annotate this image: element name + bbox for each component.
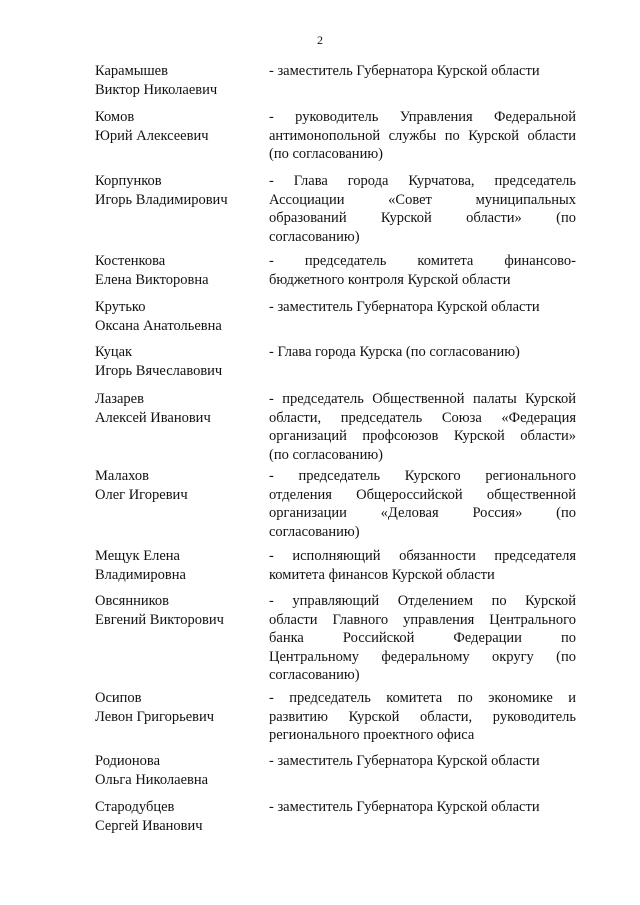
- member-surname: Комов: [95, 109, 135, 125]
- member-position: [269, 390, 576, 464]
- member-given-names: Сергей Иванович: [95, 817, 203, 834]
- position-line: - председатель Курского регионального: [269, 468, 576, 484]
- member-name: [95, 62, 265, 99]
- member-given-names: Ольга Николаевна: [95, 771, 209, 788]
- position-line: - управляющий Отделением по Курской: [269, 593, 576, 609]
- member-name: [95, 252, 265, 289]
- member-surname: Корпунков: [95, 173, 162, 189]
- member-given-names: Евгений Викторович: [95, 611, 224, 628]
- member-surname: Родионова: [95, 753, 161, 769]
- position-line: согласованию): [269, 667, 360, 683]
- member-position: [269, 108, 576, 164]
- member-given-names: Юрий Алексеевич: [95, 127, 209, 144]
- position-line: согласованию): [269, 523, 360, 540]
- member-position: [269, 343, 576, 362]
- member-given-names: Алексей Иванович: [95, 409, 211, 426]
- member-given-names: Игорь Владимирович: [95, 191, 228, 208]
- member-position: [269, 467, 576, 541]
- member-name: [95, 689, 265, 726]
- position-line: области Главного управления Центрального: [269, 611, 576, 628]
- member-name: [95, 798, 265, 835]
- member-surname: Осипов: [95, 690, 142, 706]
- member-position: [269, 752, 576, 771]
- position-line: Ассоциации «Совет муниципальных: [269, 191, 576, 208]
- member-position: [269, 62, 576, 81]
- position-line: согласованию): [269, 228, 360, 245]
- member-name: [95, 298, 265, 335]
- position-line: Центральному федеральному округу (по: [269, 648, 576, 665]
- member-name: [95, 752, 265, 789]
- member-given-names: Игорь Вячеславович: [95, 362, 223, 379]
- member-position: [269, 689, 576, 745]
- position-line: антимонопольной службы по Курской области: [269, 127, 576, 144]
- position-line: - заместитель Губернатора Курской области: [269, 753, 540, 769]
- member-name: [95, 108, 265, 145]
- member-given-names: Елена Викторовна: [95, 271, 209, 288]
- position-line: - председатель Общественной палаты Курской: [269, 391, 576, 407]
- position-line: комитета финансов Курской области: [269, 566, 495, 583]
- member-name: [95, 592, 265, 629]
- member-position: [269, 547, 576, 584]
- member-surname: Мещук Елена: [95, 548, 180, 564]
- member-surname: Карамышев: [95, 63, 168, 79]
- position-line: организаций профсоюзов Курской области»: [269, 428, 576, 444]
- position-line: - председатель комитета по экономике и: [269, 690, 576, 706]
- member-name: [95, 390, 265, 427]
- position-line: - заместитель Губернатора Курской области: [269, 299, 540, 315]
- member-position: [269, 592, 576, 685]
- member-surname: Малахов: [95, 468, 149, 484]
- member-surname: Куцак: [95, 344, 133, 360]
- member-position: [269, 298, 576, 317]
- position-line: - Глава города Курчатова, председатель: [269, 173, 576, 189]
- page-number: 2: [317, 33, 323, 47]
- position-line: бюджетного контроля Курской области: [269, 271, 511, 288]
- position-line: области, председатель Союза «Федерация: [269, 409, 576, 426]
- position-line: - руководитель Управления Федеральной: [269, 109, 576, 125]
- position-line: - исполняющий обязанности председателя: [269, 548, 576, 564]
- member-surname: Лазарев: [95, 391, 144, 407]
- member-position: [269, 798, 576, 817]
- position-line: регионального проектного офиса: [269, 727, 475, 743]
- member-name: [95, 547, 265, 584]
- member-position: [269, 172, 576, 246]
- position-line: - заместитель Губернатора Курской области: [269, 63, 540, 79]
- member-given-names: Владимировна: [95, 566, 186, 583]
- position-line: (по согласованию): [269, 146, 383, 162]
- member-given-names: Виктор Николаевич: [95, 81, 218, 98]
- member-surname: Крутько: [95, 299, 146, 315]
- position-line: (по согласованию): [269, 446, 383, 463]
- member-name: [95, 467, 265, 504]
- member-given-names: Оксана Анатольевна: [95, 317, 222, 334]
- position-line: - Глава города Курска (по согласованию): [269, 344, 520, 360]
- position-line: банка Российской Федерации по: [269, 630, 576, 646]
- member-name: [95, 343, 265, 380]
- member-given-names: Левон Григорьевич: [95, 708, 215, 725]
- member-surname: Овсянников: [95, 593, 170, 609]
- position-line: образований Курской области» (по: [269, 210, 576, 226]
- member-surname: Стародубцев: [95, 799, 175, 815]
- position-line: отделения Общероссийской общественной: [269, 486, 576, 503]
- position-line: организации «Деловая Россия» (по: [269, 505, 576, 521]
- position-line: - заместитель Губернатора Курской области: [269, 799, 540, 815]
- position-line: - председатель комитета финансово-: [269, 253, 576, 269]
- member-position: [269, 252, 576, 289]
- member-name: [95, 172, 265, 209]
- member-given-names: Олег Игоревич: [95, 486, 188, 503]
- member-surname: Костенкова: [95, 253, 166, 269]
- position-line: развитию Курской области, руководитель: [269, 708, 576, 725]
